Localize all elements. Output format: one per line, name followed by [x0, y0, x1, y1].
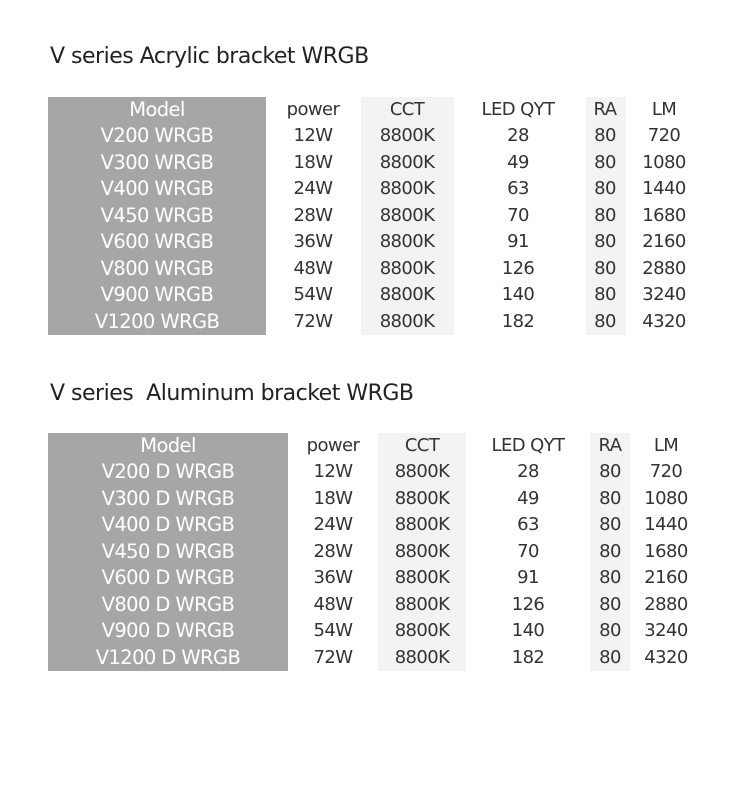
led-qyt-cell: 70: [517, 540, 539, 562]
cct-cell: 8800K: [394, 593, 450, 615]
lm-cell: 3240: [642, 284, 686, 306]
power-header: power: [306, 435, 360, 456]
ra-cell: 80: [599, 620, 621, 642]
lm-cell: 4320: [642, 310, 686, 332]
led-qyt-cell: 91: [517, 567, 539, 589]
cct-cell: 8800K: [394, 620, 450, 642]
led-qyt-cell: 140: [501, 284, 535, 306]
led-qyt-cell: 28: [507, 125, 529, 147]
power-cell: 36W: [293, 231, 333, 253]
model-column: [88, 433, 248, 671]
table-1-title: V series Acrylic bracket WRGB: [50, 44, 369, 69]
model-cell: V800 D WRGB: [101, 592, 235, 616]
cct-cell: 8800K: [379, 231, 435, 253]
power-cell: 24W: [313, 514, 353, 536]
cct-cell: 8800K: [379, 257, 435, 279]
model-header: Model: [140, 434, 196, 457]
cct-cell: 8800K: [394, 540, 450, 562]
lm-cell: 1680: [642, 204, 686, 226]
lm-column: [584, 97, 744, 335]
power-cell: 54W: [313, 620, 353, 642]
cct-cell: 8800K: [394, 461, 450, 483]
ra-cell: 80: [599, 540, 621, 562]
cct-cell: 8800K: [394, 646, 450, 668]
ra-cell: 80: [594, 125, 616, 147]
lm-cell: 1080: [642, 151, 686, 173]
model-cell: V600 D WRGB: [101, 566, 235, 590]
lm-cell: 720: [647, 125, 681, 147]
lm-cell: 1680: [644, 540, 688, 562]
power-header: power: [286, 99, 340, 120]
cct-header: CCT: [389, 99, 425, 120]
lm-cell: 1440: [642, 178, 686, 200]
table-2-title: V series Aluminum bracket WRGB: [50, 381, 414, 406]
cct-cell: 8800K: [379, 178, 435, 200]
lm-cell: 4320: [644, 646, 688, 668]
power-cell: 72W: [293, 310, 333, 332]
model-cell: V400 WRGB: [100, 177, 214, 201]
cct-cell: 8800K: [394, 514, 450, 536]
power-cell: 24W: [293, 178, 333, 200]
cct-cell: 8800K: [394, 487, 450, 509]
lm-cell: 2160: [642, 231, 686, 253]
power-cell: 18W: [313, 487, 353, 509]
model-cell: V400 D WRGB: [101, 513, 235, 537]
ra-header: RA: [593, 99, 617, 120]
lm-column: [586, 433, 746, 671]
ra-cell: 80: [594, 257, 616, 279]
cct-cell: 8800K: [379, 284, 435, 306]
led-qyt-cell: 182: [511, 646, 545, 668]
lm-cell: 2160: [644, 567, 688, 589]
power-cell: 36W: [313, 567, 353, 589]
led-qyt-header: LED QYT: [481, 99, 555, 120]
led-qyt-cell: 28: [517, 461, 539, 483]
model-cell: V300 WRGB: [100, 150, 214, 174]
power-cell: 72W: [313, 646, 353, 668]
power-cell: 28W: [293, 204, 333, 226]
model-cell: V300 D WRGB: [101, 486, 235, 510]
ra-cell: 80: [599, 593, 621, 615]
led-qyt-cell: 91: [507, 231, 529, 253]
cct-cell: 8800K: [379, 204, 435, 226]
ra-cell: 80: [594, 178, 616, 200]
model-cell: V900 WRGB: [100, 283, 214, 307]
ra-cell: 80: [599, 461, 621, 483]
power-cell: 12W: [313, 461, 353, 483]
model-cell: V200 WRGB: [100, 124, 214, 148]
cct-cell: 8800K: [379, 125, 435, 147]
power-cell: 48W: [293, 257, 333, 279]
ra-cell: 80: [594, 284, 616, 306]
led-qyt-cell: 63: [517, 514, 539, 536]
lm-cell: 2880: [642, 257, 686, 279]
ra-cell: 80: [599, 567, 621, 589]
led-qyt-cell: 126: [501, 257, 535, 279]
lm-header: LM: [653, 435, 679, 456]
model-cell: V450 WRGB: [100, 203, 214, 227]
led-qyt-cell: 49: [507, 151, 529, 173]
model-cell: V900 D WRGB: [101, 619, 235, 643]
led-qyt-header: LED QYT: [491, 435, 565, 456]
ra-header: RA: [598, 435, 622, 456]
led-qyt-cell: 126: [511, 593, 545, 615]
lm-cell: 3240: [644, 620, 688, 642]
power-cell: 54W: [293, 284, 333, 306]
cct-cell: 8800K: [379, 151, 435, 173]
cct-cell: 8800K: [379, 310, 435, 332]
ra-cell: 80: [594, 310, 616, 332]
power-cell: 18W: [293, 151, 333, 173]
lm-cell: 1080: [644, 487, 688, 509]
cct-cell: 8800K: [394, 567, 450, 589]
lm-header: LM: [651, 99, 677, 120]
model-cell: V1200 D WRGB: [95, 645, 241, 669]
led-qyt-cell: 140: [511, 620, 545, 642]
ra-cell: 80: [594, 151, 616, 173]
model-column: [77, 97, 237, 335]
model-cell: V450 D WRGB: [101, 539, 235, 563]
lm-cell: 1440: [644, 514, 688, 536]
ra-cell: 80: [594, 204, 616, 226]
model-cell: V600 WRGB: [100, 230, 214, 254]
model-cell: V200 D WRGB: [101, 460, 235, 484]
ra-cell: 80: [599, 514, 621, 536]
ra-cell: 80: [594, 231, 616, 253]
power-cell: 28W: [313, 540, 353, 562]
lm-cell: 720: [649, 461, 683, 483]
power-cell: 48W: [313, 593, 353, 615]
led-qyt-cell: 49: [517, 487, 539, 509]
power-cell: 12W: [293, 125, 333, 147]
ra-cell: 80: [599, 646, 621, 668]
led-qyt-cell: 70: [507, 204, 529, 226]
model-header: Model: [129, 98, 185, 121]
model-cell: V800 WRGB: [100, 256, 214, 280]
lm-cell: 2880: [644, 593, 688, 615]
model-cell: V1200 WRGB: [94, 309, 220, 333]
led-qyt-cell: 182: [501, 310, 535, 332]
led-qyt-cell: 63: [507, 178, 529, 200]
ra-cell: 80: [599, 487, 621, 509]
cct-header: CCT: [404, 435, 440, 456]
